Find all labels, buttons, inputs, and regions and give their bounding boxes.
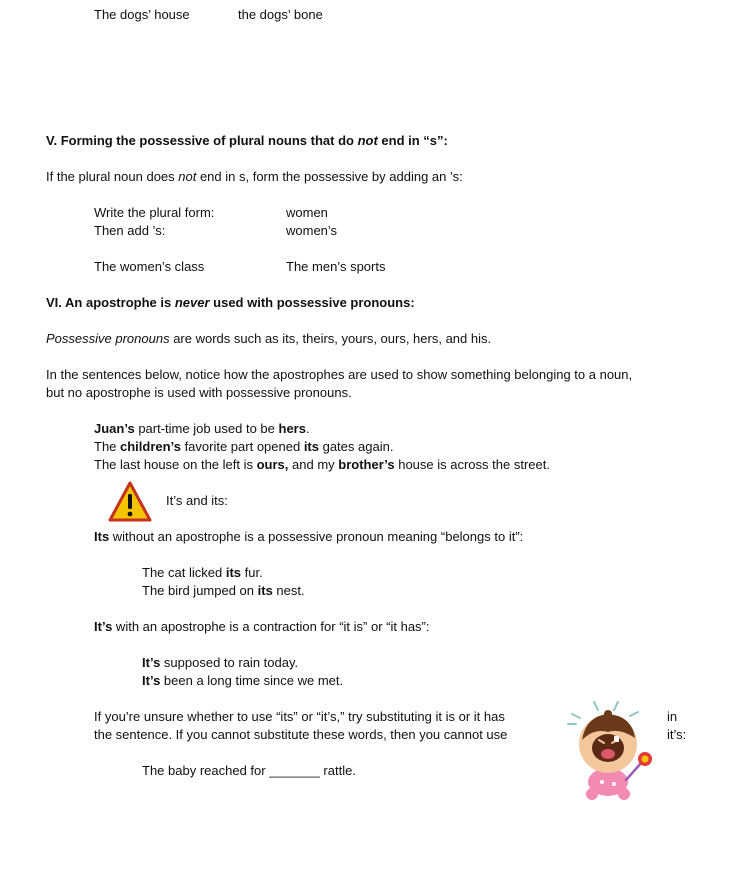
practice-sentence: The baby reached for _______ rattle.: [142, 763, 356, 778]
section5-heading: V. Forming the possessive of plural nouns that do not end in “s”:: [46, 133, 448, 148]
section6-heading: VI. An apostrophe is never used with possessive pronouns:: [46, 295, 415, 310]
top-example-left: The dogs’ house: [94, 7, 190, 22]
step1-value: women: [286, 205, 328, 220]
section6-definition: Possessive pronouns are words such as its, theirs, yours, ours, hers, and his.: [46, 331, 492, 346]
step2-value: women’s: [286, 223, 338, 238]
example-sentence-1: Juan’s part-time job used to be hers.: [94, 421, 310, 436]
tip-line-1: If you’re unsure whether to use “its” or “it’s,” try substituting it is or it has: [94, 709, 505, 724]
tip-line-2-end: it’s:: [667, 727, 687, 742]
step1-label: Write the plural form:: [94, 205, 215, 220]
example-sentence-2: The children’s favorite part opened its gates again.: [94, 439, 394, 454]
its-example-1: The cat licked its fur.: [142, 565, 263, 580]
its-definition: Its without an apostrophe is a possessive pronoun meaning “belongs to it”:: [94, 529, 524, 544]
section6-intro-line1: In the sentences below, notice how the apostrophes are used to show something belonging to a noun,: [46, 367, 633, 382]
section5-rule: If the plural noun does not end in s, form the possessive by adding an ’s:: [46, 169, 463, 184]
crying-baby-icon: [566, 698, 662, 804]
its-example-2: The bird jumped on its nest.: [142, 583, 305, 598]
section5-example-right: The men’s sports: [286, 259, 386, 274]
itsap-example-1: It’s supposed to rain today.: [142, 655, 299, 670]
itsap-definition: It’s with an apostrophe is a contraction for “it is” or “it has”:: [94, 619, 430, 634]
step2-label: Then add ’s:: [94, 223, 166, 238]
itsap-example-2: It’s been a long time since we met.: [142, 673, 344, 688]
warning-icon: [107, 480, 153, 524]
top-example-right: the dogs’ bone: [238, 7, 323, 22]
tip-line-1-end: in: [667, 709, 678, 724]
example-sentence-3: The last house on the left is ours, and my brother’s house is across the street.: [94, 457, 550, 472]
section6-intro-line2: but no apostrophe is used with possessive pronouns.: [46, 385, 352, 400]
section5-example-left: The women’s class: [94, 259, 205, 274]
tip-line-2: the sentence. If you cannot substitute these words, then you cannot use: [94, 727, 508, 742]
its-callout-label: It’s and its:: [166, 493, 228, 508]
